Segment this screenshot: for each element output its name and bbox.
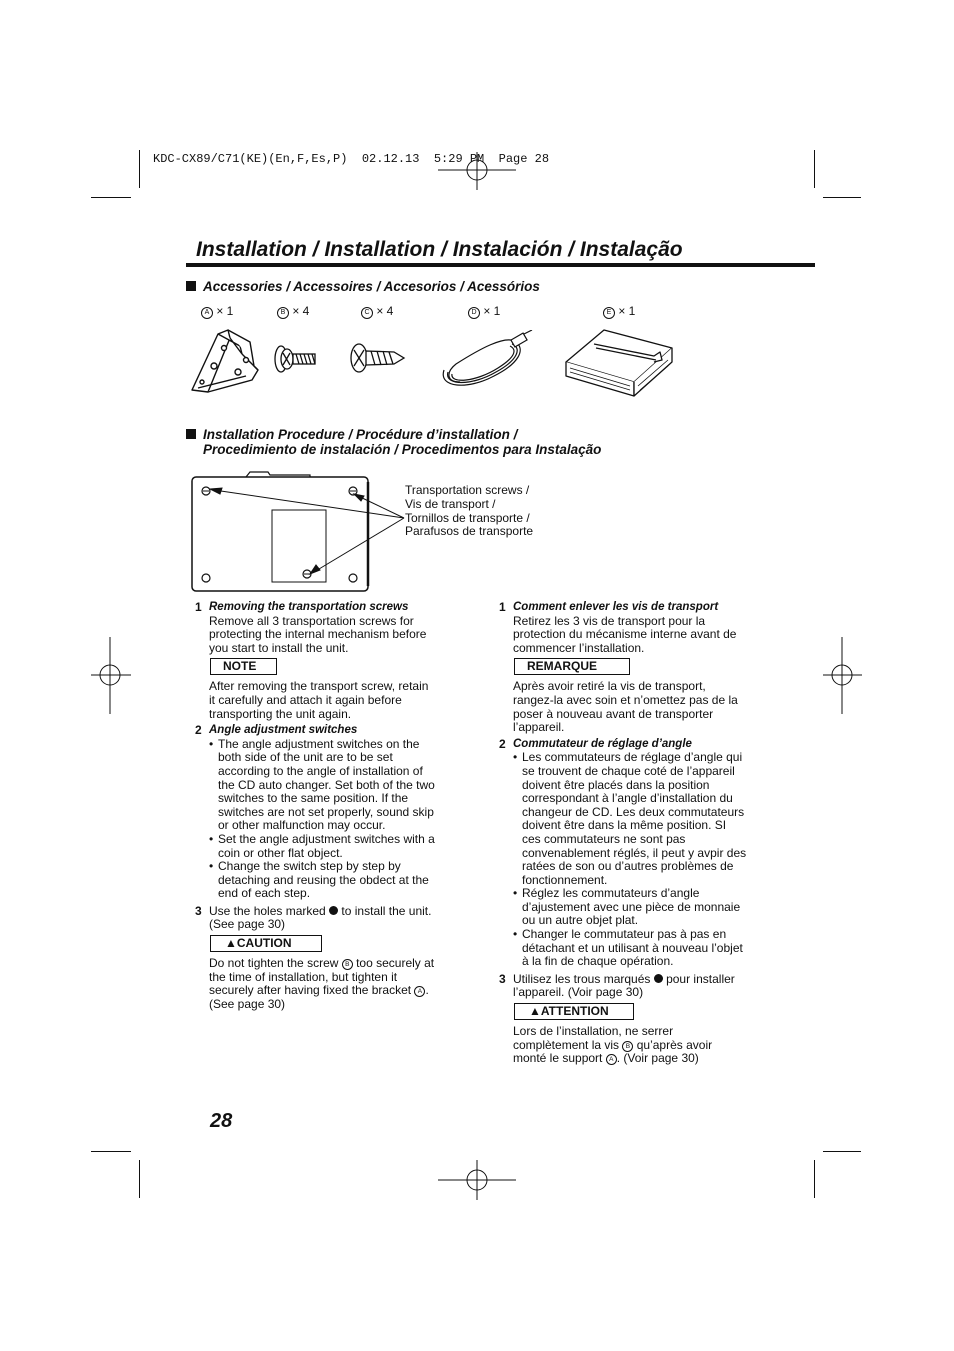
- print-header: KDC-CX89/C71(KE)(En,F,Es,P) 02.12.13 5:29 PM Page 28: [153, 152, 550, 166]
- attention-label: ▲ATTENTION: [514, 1003, 634, 1020]
- en-step-3: 3 Use the holes marked to install the unit. (See page 30): [195, 903, 432, 932]
- caution-label: ▲CAUTION: [210, 935, 322, 952]
- fr-step-3: 3 Utilisez les trous marqués pour installer l’appareil. (Voir page 30): [499, 971, 735, 1000]
- list-item: • Changer le commutateur pas à pas en détachant et un utilisant à nouveau l’objet à la fin de chaque opération.: [522, 928, 783, 969]
- page-title: Installation / Installation / Instalación / Instalação: [196, 238, 683, 261]
- list-item: • Les commutateurs de réglage d’angle qui se trouvent de chaque coté de l’appareil doivent être placés dans la position correspondant à l’angle d’installation du changeur de CD. Les deux commutateurs doivent être dans la même position. SI ces commutateurs ne sont pas convenablement réglés, il peut y avpir des ratées de son ou d’autres problèmes de fonctionnement.: [522, 751, 783, 887]
- page-number: 28: [210, 1110, 233, 1132]
- accessory-e-label: E × 1: [603, 304, 635, 319]
- accessories-heading: Accessories / Accessoires / Accesorios / Acessórios: [186, 279, 540, 294]
- english-column: [195, 600, 474, 1011]
- en-step-1: 1 Removing the transportation screws Remove all 3 transportation screws for protecting the internal mechanism before you start to install the unit.: [195, 600, 427, 655]
- remarque-label: REMARQUE: [514, 658, 630, 675]
- hole-marker-icon: [654, 974, 663, 983]
- fr-caution-text: Lors de l’installation, ne serrer complètement la vis B qu’après avoir monté le support A . (Voir page 30): [513, 1024, 713, 1066]
- en-note-text: After removing the transport screw, retain it carefully and attach it again before transporting the unit again.: [209, 679, 429, 721]
- fr-step-1: 1 Comment enlever les vis de transport Retirez les 3 vis de transport pour la protection du mécanisme interne avant de commencer l’installation.: [499, 600, 737, 655]
- transportation-screws-callout: Transportation screws / Vis de transport / Tornillos de transporte / Parafusos de transporte: [405, 483, 534, 539]
- accessory-a-label: A × 1: [201, 304, 233, 319]
- en-caution-text: Do not tighten the screw B too securely at the time of installation, but tighten it securely after having fixed the bracket A . (See page 30): [209, 956, 435, 1011]
- cable-icon: [438, 330, 534, 392]
- list-item: • Réglez les commutateurs d’angle d’ajustement avec une pièce de monnaie ou un autre objet plat.: [522, 887, 783, 928]
- fr-note-text: Après avoir retiré la vis de transport, rangez-la avec soin et n’omettez pas de la poser à nouveau avant de transporter l’appareil.: [513, 679, 738, 735]
- square-bullet-icon: [186, 429, 196, 439]
- list-item: • The angle adjustment switches on the both side of the unit are to be set according to the angle of installation of the CD auto changer. Set both of the two switches to the same position. If the switches are not set properly, sound skip or other malfunction may occur.: [218, 738, 474, 833]
- callout-arrows: [200, 480, 410, 580]
- accessory-b-label: B × 4: [277, 304, 309, 319]
- french-column: [499, 600, 783, 1066]
- square-bullet-icon: [186, 281, 196, 291]
- en-step-2: 2 Angle adjustment switches • The angle adjustment switches on the both side of the unit are to be set according to the angle of installation of the CD auto changer. Set both of the two switches to the same position. If the switches are not set properly, sound skip or other malfunction may occur. • Set the angle adjustment switches with a coin or other flat object. • Change the switch step by step by detaching and reusing the obdect at the end of each step.: [209, 724, 474, 901]
- title-rule: [186, 263, 815, 267]
- accessory-c-label: C × 4: [361, 304, 393, 319]
- cd-magazine-icon: [560, 326, 676, 398]
- hole-marker-icon: [329, 906, 338, 915]
- list-item: • Set the angle adjustment switches with a coin or other flat object.: [218, 833, 474, 860]
- warning-triangle-icon: ▲: [225, 936, 237, 951]
- tapping-screw-icon: [348, 340, 408, 376]
- washer-screw-icon: [272, 342, 320, 376]
- warning-triangle-icon: ▲: [529, 1004, 541, 1019]
- fr-step-2: 2 Commutateur de réglage d’angle • Les commutateurs de réglage d’angle qui se trouvent de chaque coté de l’appareil doivent être placés dans la position correspondant à l’angle d’installation du changeur de CD. Les deux commutateurs doivent être dans la même position. SI ces commutateurs ne sont pas convenablement réglés, il peut y avpir des ratées de son ou d’autres problèmes de fonctionnement. • Réglez les commutateurs d’angle d’ajustement avec une pièce de monnaie ou un autre objet plat. • Changer le commutateur pas à pas en détachant et un utilisant à nouveau l’objet à la fin de chaque opération.: [513, 738, 783, 969]
- procedure-heading: Installation Procedure / Procédure d’installation / Procedimiento de instalación / Procedimentos para Instalação: [186, 427, 601, 457]
- list-item: • Change the switch step by step by detaching and reusing the obdect at the end of each step.: [218, 860, 474, 901]
- bracket-icon: [188, 326, 262, 398]
- accessory-d-label: D × 1: [468, 304, 500, 319]
- note-label: NOTE: [210, 658, 277, 675]
